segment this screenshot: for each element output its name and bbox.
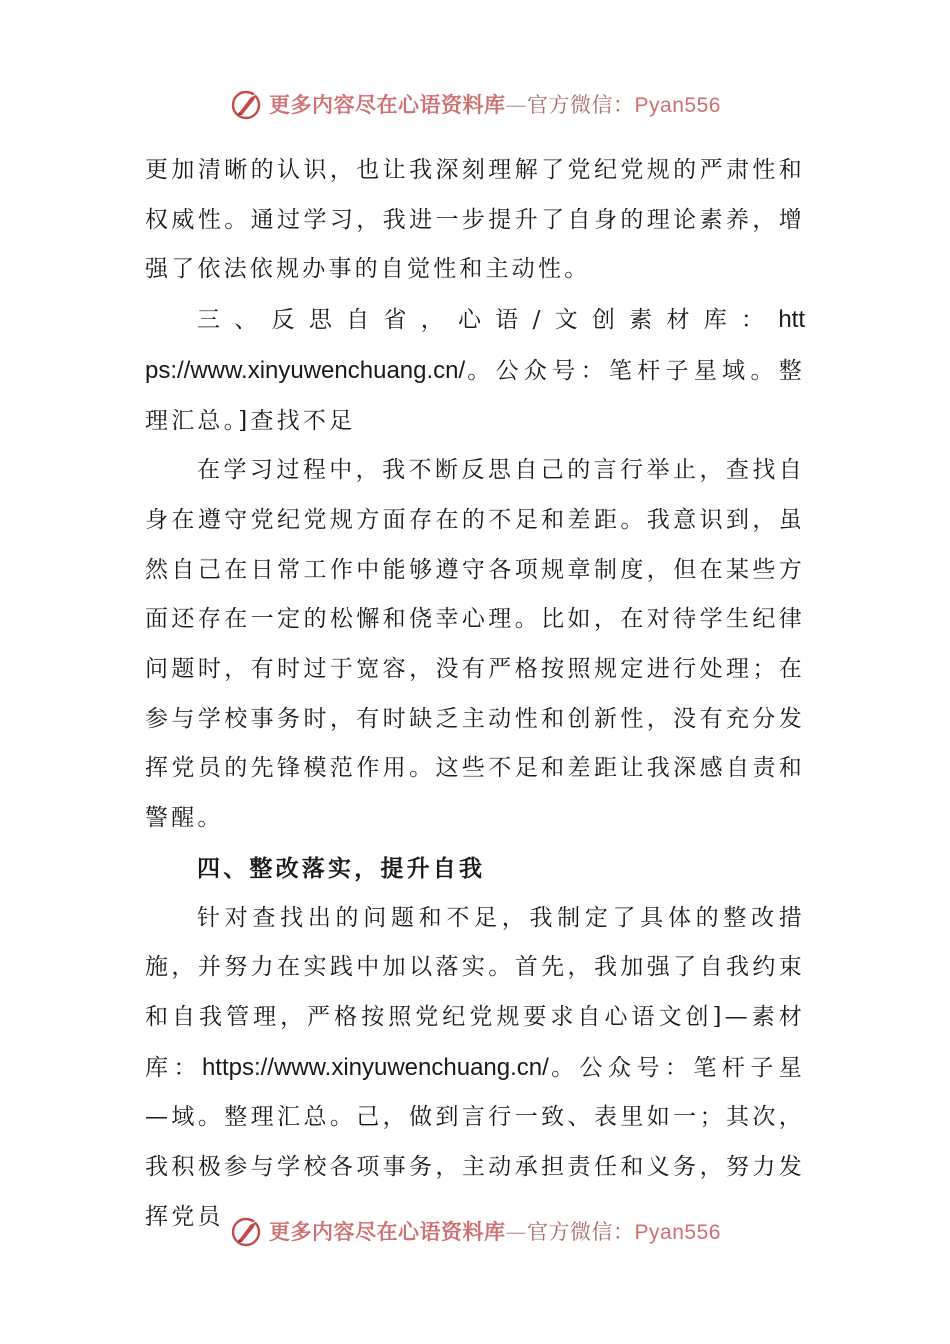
document-body bbox=[145, 146, 805, 1242]
banner-dash: — bbox=[505, 93, 528, 117]
paragraph-2-head: 三、反思自省，心语/文创素材库： bbox=[197, 307, 779, 334]
paragraph-5-url: https://www.xinyuwenchuang.cn/ bbox=[201, 1053, 549, 1081]
paragraph-2 bbox=[145, 295, 805, 446]
paragraph-3: 在学习过程中，我不断反思自己的言行举止，查找自身在遵守党纪党规方面存在的不足和差距。我意识到，虽然自己在日常工作中能够遵守各项规章制度，但在某些方面还存在一定的松懈和侥幸心理。比如，在对待学生纪律问题时，有时过于宽容，没有严格按照规定进行处理；在参与学校事务时，有时缺乏主动性和创新性，没有充分发挥党员的先锋模范作用。这些不足和差距让我深感自责和警醒。 bbox=[145, 457, 805, 832]
paragraph-2-url: https://www.xinyuwenchuang.cn/ bbox=[145, 306, 805, 384]
paragraph-5-a: 针对查找出的问题和不足，我制定了具体的整改措施，并努力在实践中加以落实。首先，我加强了自我约束和自我管理，严格按照党纪党规要求自心语文创]—素材库： bbox=[145, 904, 805, 1081]
banner-wechat-id: Pyan556 bbox=[634, 1221, 721, 1244]
paragraph-5 bbox=[145, 894, 805, 1243]
banner-prefix: 更多内容尽在心语资料库 bbox=[269, 1219, 506, 1244]
paragraph-5-b: 。公众号：笔杆子星—域。整理汇总。己，做到言行一致、表里如一；其次，我积极参与学校各项事务，主动承担责任和义务，努力发挥党员 bbox=[145, 1054, 805, 1230]
banner-prefix: 更多内容尽在心语资料库 bbox=[269, 92, 506, 117]
paragraph-1: 更加清晰的认识，也让我深刻理解了党纪党规的严肃性和权威性。通过学习，我进一步提升了自身的理论素养，增强了依法依规办事的自觉性和主动性。 bbox=[145, 157, 805, 283]
paragraph-2-tail: 。公众号：笔杆子星域。整理汇总。]查找不足 bbox=[145, 357, 805, 434]
footer-banner bbox=[0, 1211, 950, 1251]
banner-text bbox=[269, 89, 721, 119]
banner-middle: 官方微信： bbox=[527, 1220, 635, 1244]
banner-text bbox=[269, 1216, 721, 1246]
pen-logo-icon bbox=[229, 1213, 265, 1249]
pen-logo-icon bbox=[229, 86, 265, 122]
banner-wechat-id: Pyan556 bbox=[634, 94, 721, 117]
header-banner bbox=[0, 84, 950, 124]
banner-middle: 官方微信： bbox=[527, 93, 635, 117]
banner-dash: — bbox=[505, 1220, 528, 1244]
section-heading-4: 四、整改落实，提升自我 bbox=[197, 854, 486, 882]
